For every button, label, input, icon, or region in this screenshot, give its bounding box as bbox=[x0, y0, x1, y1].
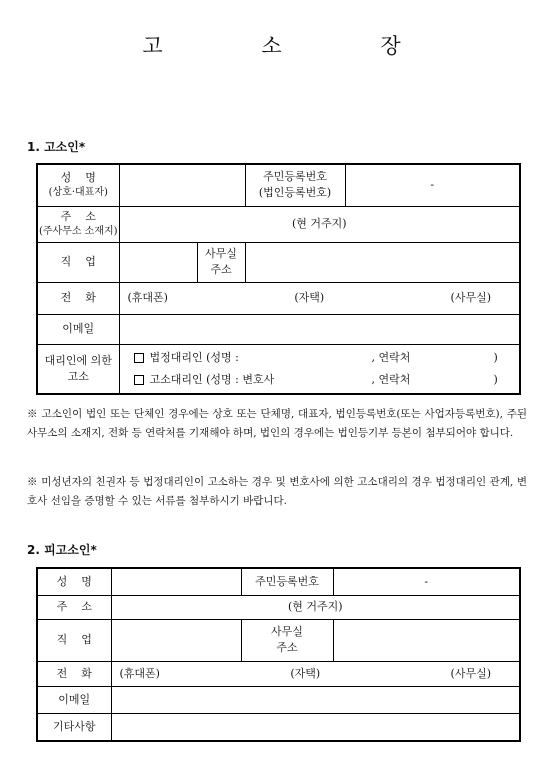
accused-other-field[interactable] bbox=[111, 713, 520, 741]
accused-table bbox=[36, 567, 521, 742]
office-address-label: 주소 bbox=[210, 263, 232, 276]
representative-label: 대리인에 의한 bbox=[44, 353, 112, 367]
email-label: 이메일 bbox=[37, 314, 119, 344]
address-hint: (현 거주지) bbox=[291, 217, 347, 231]
phone-home-hint: (자택) bbox=[294, 291, 325, 305]
accused-phone-home-hint: (자택) bbox=[290, 666, 321, 680]
accused-rrn-dash: - bbox=[424, 574, 429, 588]
section-accused-title: 2. 피고소인* bbox=[27, 543, 97, 557]
accused-office-label: 사무실 bbox=[271, 625, 303, 639]
note-corporation: ※ 고소인이 법인 또는 단체인 경우에는 상호 또는 단체명, 대표자, 법인등록번호(또는 사업자등록번호), 주된 사무소의 소재지, 전화 등 연락처를 기재해야 하며, 법인의 경우에는 법인등기부 등본이 첨부되어야 합니다. bbox=[27, 408, 527, 439]
accused-office-address-label: 주소 bbox=[276, 641, 298, 654]
accused-email-label: 이메일 bbox=[37, 686, 111, 713]
representative-field bbox=[119, 344, 520, 394]
accused-address-hint: (현 거주지) bbox=[287, 600, 343, 614]
accused-address-field[interactable] bbox=[111, 595, 520, 619]
accused-name-field[interactable] bbox=[111, 568, 241, 595]
legal-rep-label: 법정대리인 (성명 : bbox=[149, 350, 239, 364]
document-title: 고 소 장 bbox=[142, 34, 447, 58]
complainant-table bbox=[36, 163, 521, 395]
rrn-label: 주민등록번호 bbox=[263, 170, 327, 184]
address-label-cell bbox=[37, 206, 119, 242]
name-label: 성 명 bbox=[60, 171, 96, 185]
phone-field[interactable] bbox=[119, 282, 520, 314]
legal-rep-row bbox=[134, 347, 520, 369]
job-field[interactable] bbox=[119, 242, 197, 282]
legal-rep-checkbox[interactable] bbox=[134, 353, 144, 363]
phone-office-hint: (사무실) bbox=[450, 291, 491, 305]
email-field[interactable] bbox=[119, 314, 520, 344]
lawyer-rep-checkbox[interactable] bbox=[134, 375, 144, 385]
phone-mobile-hint: (휴대폰) bbox=[127, 291, 168, 305]
section-complainant-title: 1. 고소인* bbox=[27, 140, 86, 154]
accused-other-label: 기타사항 bbox=[37, 713, 111, 741]
lawyer-rep-close: ) bbox=[493, 372, 498, 386]
rrn-field[interactable] bbox=[345, 164, 520, 206]
rrn-sub-label: (법인등록번호) bbox=[258, 186, 332, 200]
lawyer-rep-label: 고소대리인 (성명 : 변호사 bbox=[149, 372, 275, 386]
accused-phone-field[interactable] bbox=[111, 661, 520, 686]
accused-office-address-field[interactable] bbox=[333, 619, 520, 661]
job-label: 직 업 bbox=[37, 242, 119, 282]
legal-rep-contact-label: , 연락처 bbox=[371, 350, 411, 364]
representative-label-cell bbox=[37, 344, 119, 394]
name-label-cell bbox=[37, 164, 119, 206]
lawyer-rep-contact-label: , 연락처 bbox=[371, 372, 411, 386]
accused-address-label: 주 소 bbox=[37, 595, 111, 619]
address-field[interactable] bbox=[119, 206, 520, 242]
office-address-field[interactable] bbox=[245, 242, 520, 282]
name-field[interactable] bbox=[119, 164, 245, 206]
address-sub-label: (주사무소 소재지) bbox=[38, 225, 118, 237]
lawyer-rep-row bbox=[134, 369, 520, 391]
phone-label: 전 화 bbox=[37, 282, 119, 314]
accused-job-field[interactable] bbox=[111, 619, 241, 661]
accused-job-label: 직 업 bbox=[37, 619, 111, 661]
accused-phone-label: 전 화 bbox=[37, 661, 111, 686]
legal-rep-close: ) bbox=[493, 350, 498, 364]
office-label: 사무실 bbox=[205, 247, 237, 261]
accused-phone-office-hint: (사무실) bbox=[450, 666, 491, 680]
representative-label-2: 고소 bbox=[67, 369, 89, 383]
accused-phone-mobile-hint: (휴대폰) bbox=[119, 666, 160, 680]
accused-rrn-label: 주민등록번호 bbox=[241, 568, 333, 595]
name-sub-label: (상호·대표자) bbox=[48, 186, 108, 198]
note-minor: ※ 미성년자의 친권자 등 법정대리인이 고소하는 경우 및 변호사에 의한 고소대리의 경우 법정대리인 관계, 변호사 선임을 증명할 수 있는 서류를 첨부하시기 바랍니다. bbox=[27, 476, 527, 507]
accused-name-label: 성 명 bbox=[37, 568, 111, 595]
accused-email-field[interactable] bbox=[111, 686, 520, 713]
accused-office-label-cell bbox=[241, 619, 333, 661]
accused-rrn-field[interactable] bbox=[333, 568, 520, 595]
office-address-label-cell bbox=[197, 242, 245, 282]
rrn-label-cell bbox=[245, 164, 345, 206]
address-label: 주 소 bbox=[60, 209, 96, 223]
rrn-dash: - bbox=[430, 178, 435, 192]
